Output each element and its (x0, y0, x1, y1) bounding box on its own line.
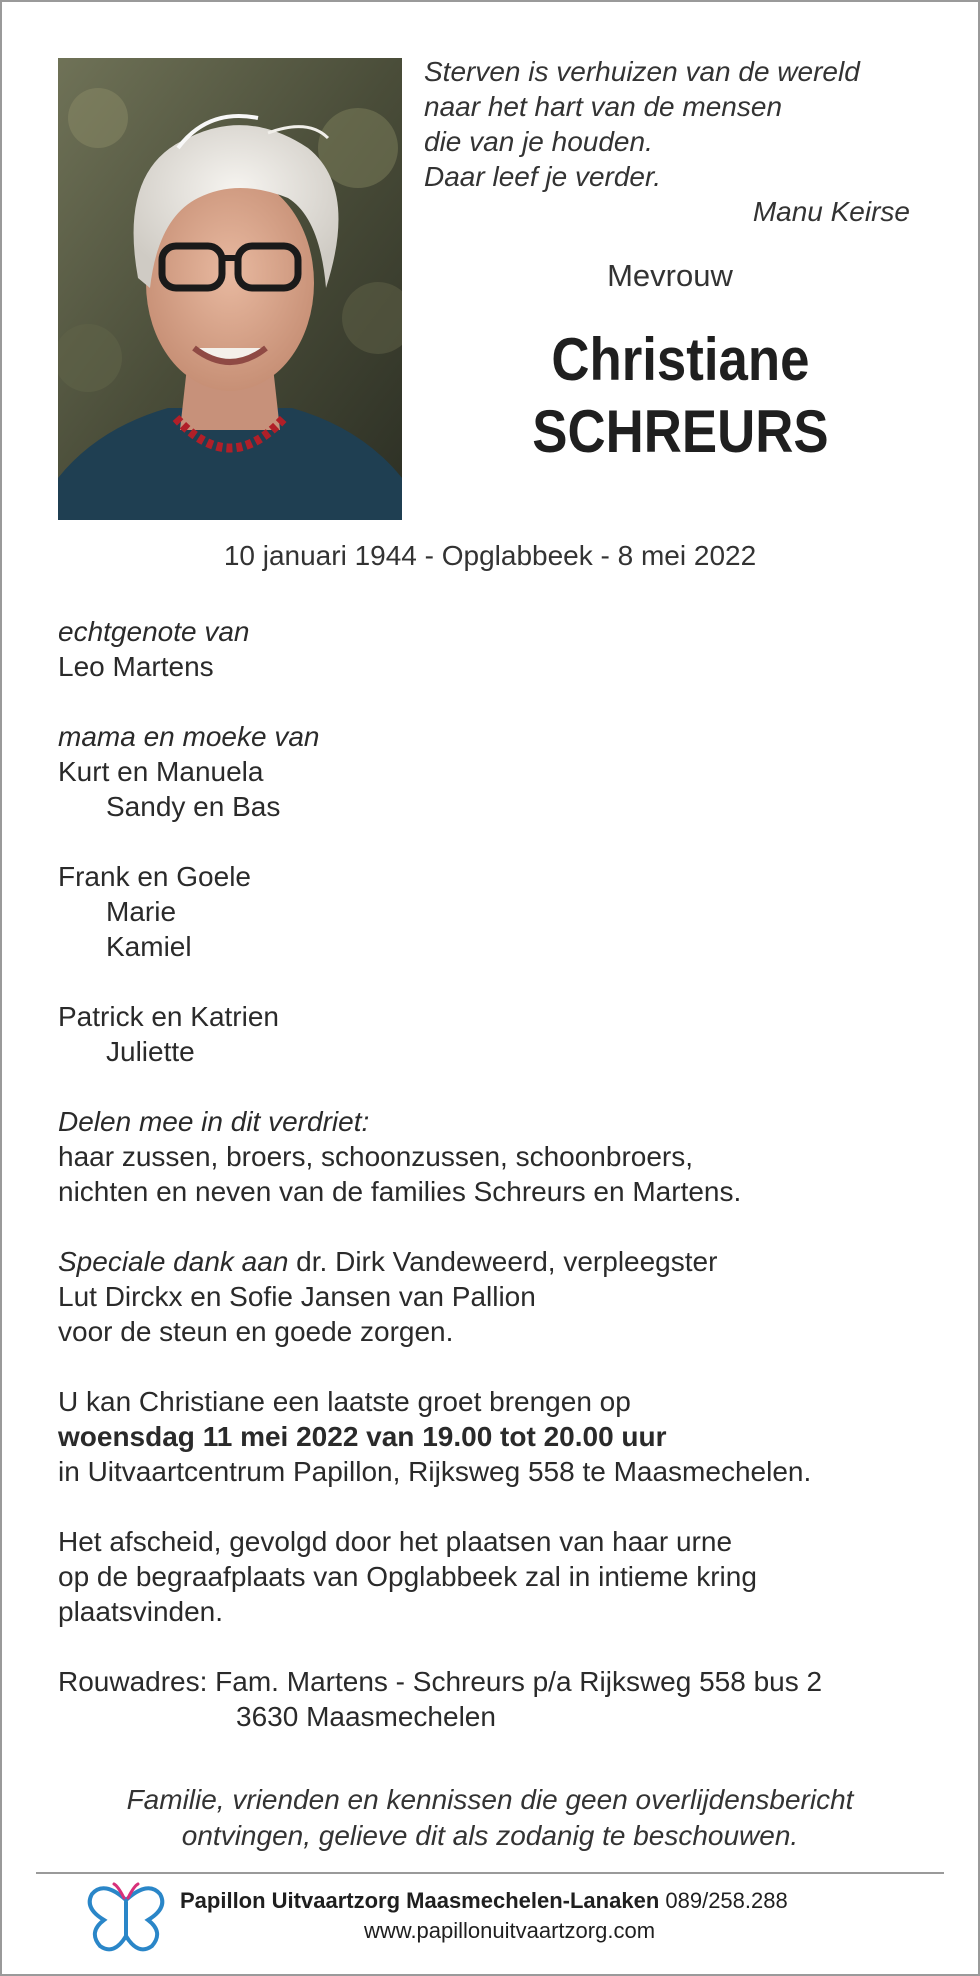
poem-line: naar het hart van de mensen (424, 91, 783, 122)
notice-text (0, 1782, 980, 1854)
farewell-line: op de begraafplaats van Opglabbeek zal in intieme kring (58, 1561, 757, 1592)
funeral-home-phone: 089/258.288 (659, 1888, 788, 1913)
grandchild-name: Juliette (106, 1036, 195, 1067)
notice-line: ontvingen, gelieve dit als zodanig te beschouwen. (181, 1820, 799, 1851)
butterfly-logo-drawing (84, 1880, 168, 1956)
visit-datetime: woensdag 11 mei 2022 van 19.00 tot 20.00 uur (58, 1421, 667, 1452)
poem-author: Manu Keirse (752, 196, 910, 227)
farewell-line: plaatsvinden. (58, 1596, 224, 1627)
mourning-address-city: 3630 Maasmechelen (236, 1701, 496, 1732)
obituary-body (58, 614, 938, 1734)
children-heading: mama en moeke van (58, 721, 320, 752)
mourning-address: Rouwadres: Fam. Martens - Schreurs p/a Rijksweg 558 bus 2 (58, 1666, 823, 1697)
memorial-poem (424, 54, 924, 229)
thanks-line: voor de steun en goede zorgen. (58, 1316, 454, 1347)
farewell-line: Het afscheid, gevolgd door het plaatsen van haar urne (58, 1526, 733, 1557)
poem-line: die van je houden. (424, 126, 653, 157)
grandchild-name: Kamiel (106, 931, 192, 962)
child-name: Frank en Goele (58, 861, 251, 892)
portrait-photo (58, 58, 402, 520)
child-name: Kurt en Manuela (58, 756, 264, 787)
thanks-heading: Speciale dank aan (58, 1246, 289, 1277)
grief-line: haar zussen, broers, schoonzussen, schoonbroers, (58, 1141, 694, 1172)
poem-line: Daar leef je verder. (424, 161, 662, 192)
funeral-home-footer (180, 1886, 900, 1946)
thanks-line (58, 1244, 938, 1279)
grandchild-name: Sandy en Bas (106, 791, 281, 822)
last-name: SCHREURS (532, 398, 829, 465)
grief-heading: Delen mee in dit verdriet: (58, 1106, 370, 1137)
thanks-line: Lut Dirckx en Sofie Jansen van Pallion (58, 1281, 536, 1312)
life-dates: 10 januari 1944 - Opglabbeek - 8 mei 2022 (223, 540, 757, 571)
poem-line: Sterven is verhuizen van de wereld (424, 56, 860, 87)
spouse-name: Leo Martens (58, 651, 214, 682)
notice-line: Familie, vrienden en kennissen die geen overlijdensbericht (126, 1784, 854, 1815)
funeral-home-name: Papillon Uitvaartzorg Maasmechelen-Lanaken (180, 1888, 660, 1913)
footer-divider (36, 1872, 944, 1874)
honorific-title: Mevrouw (607, 258, 733, 293)
spouse-heading: echtgenote van (58, 616, 250, 647)
thanks-text: dr. Dirk Vandeweerd, verpleegster (288, 1246, 718, 1277)
deceased-name (457, 324, 904, 468)
grief-line: nichten en neven van de families Schreurs en Martens. (58, 1176, 742, 1207)
butterfly-logo-icon (84, 1880, 168, 1956)
funeral-home-website[interactable]: www.papillonuitvaartzorg.com (364, 1918, 656, 1943)
visit-line: U kan Christiane een laatste groet brengen op (58, 1386, 631, 1417)
child-name: Patrick en Katrien (58, 1001, 279, 1032)
grandchild-name: Marie (106, 896, 177, 927)
visit-location: in Uitvaartcentrum Papillon, Rijksweg 558 te Maasmechelen. (58, 1456, 812, 1487)
funeral-home-contact (180, 1886, 900, 1916)
first-name: Christiane (551, 326, 810, 393)
portrait-photo-drawing (58, 58, 402, 520)
